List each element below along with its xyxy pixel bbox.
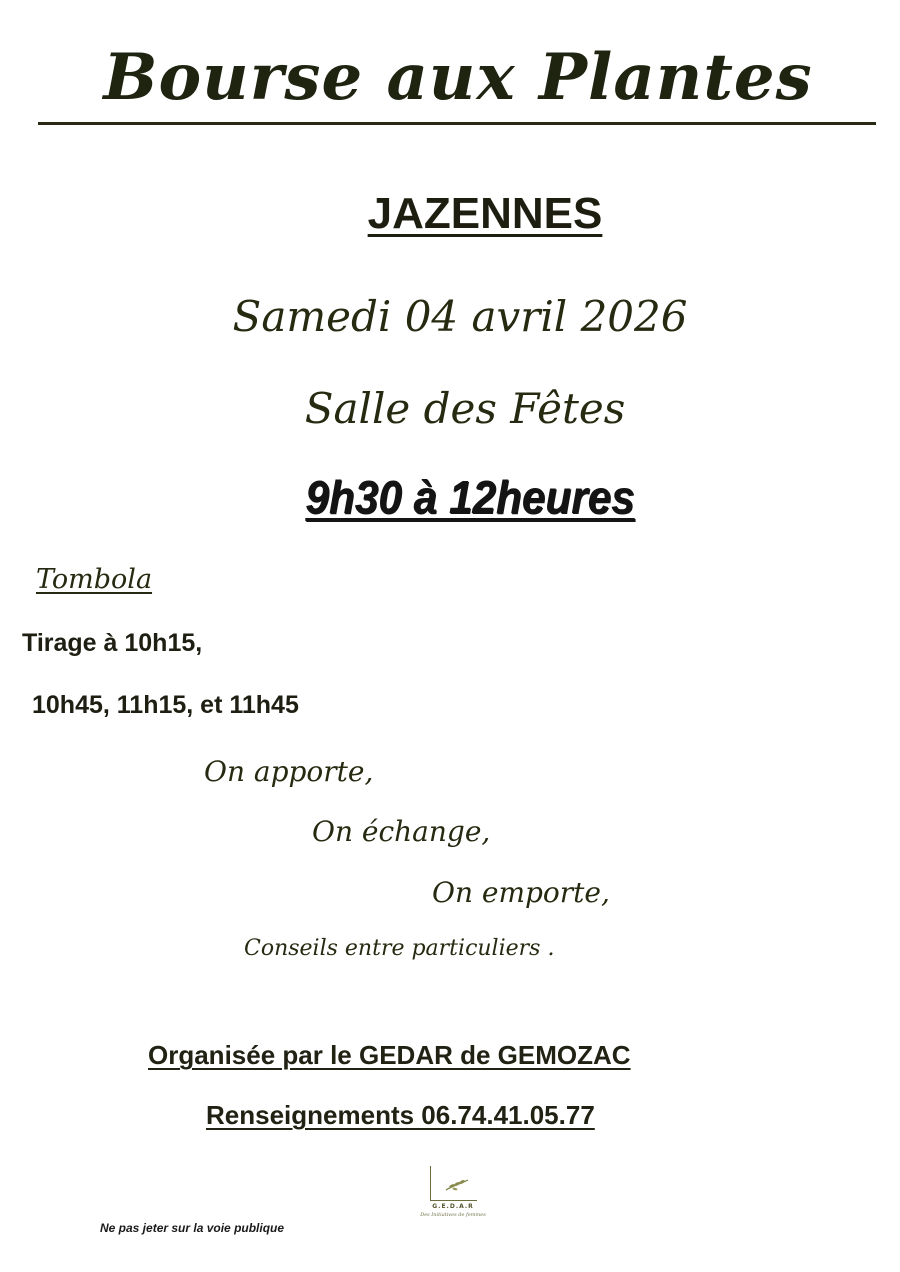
logo-tagline: Des Initiatives de femmes: [420, 1212, 486, 1218]
event-venue: Salle des Fêtes: [304, 384, 626, 433]
tombola-draw-line-2: 10h45, 11h15, et 11h45: [32, 691, 299, 719]
tombola-heading: Tombola: [36, 564, 153, 595]
title-underline: [38, 122, 876, 125]
phrase-take: On emporte,: [432, 876, 610, 909]
logo-name: G.E.D.A.R: [432, 1203, 474, 1210]
poster-title: Bourse aux Plantes: [103, 40, 813, 115]
phrase-exchange: On échange,: [312, 815, 491, 848]
event-date: Samedi 04 avril 2026: [232, 292, 688, 341]
gedar-logo: [418, 1166, 488, 1226]
footer-notice: Ne pas jeter sur la voie publique: [100, 1221, 285, 1235]
town-name: JAZENNES: [367, 189, 603, 238]
event-hours: 9h30 à 12heures: [305, 471, 635, 523]
contact-info: Renseignements 06.74.41.05.77: [206, 1100, 595, 1130]
phrase-bring: On apporte,: [204, 755, 374, 788]
tombola-draw-line-1: Tirage à 10h15,: [22, 629, 203, 657]
phrase-advice: Conseils entre particuliers .: [244, 936, 555, 961]
organizer-line: Organisée par le GEDAR de GEMOZAC: [148, 1040, 631, 1070]
plant-sprig-icon: [444, 1176, 470, 1194]
